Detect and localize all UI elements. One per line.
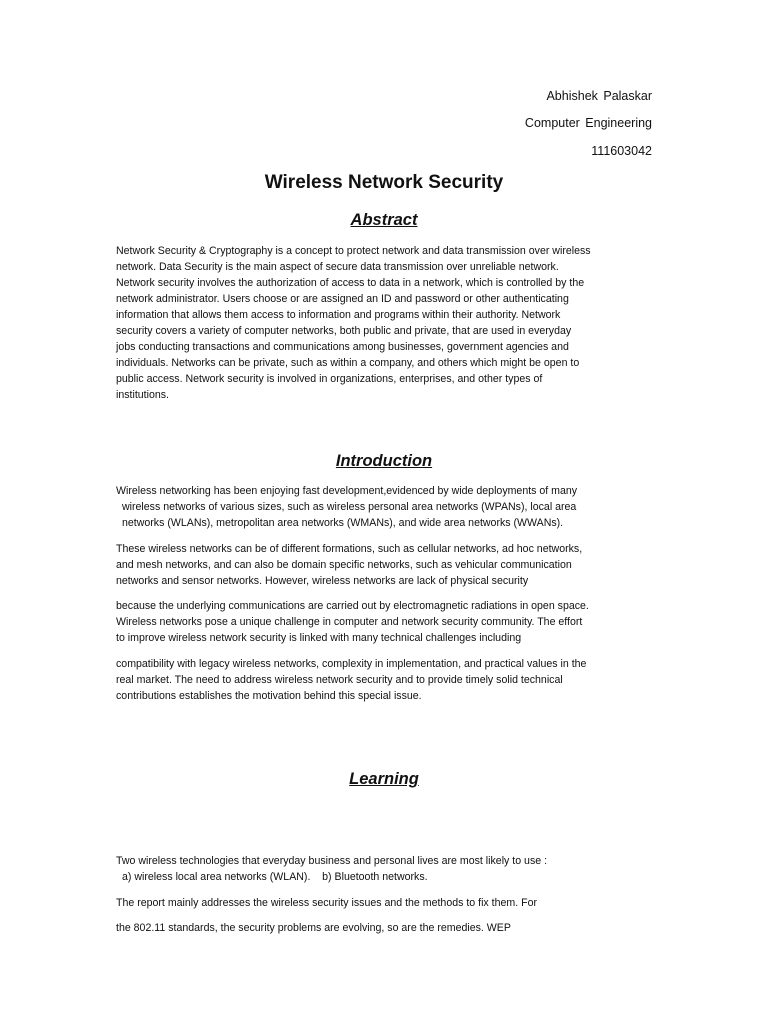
introduction-line: because the underlying communications are carried out by electromagnetic radiations in open space. [116, 600, 589, 612]
author-name: Abhishek Palaskar [546, 89, 652, 103]
abstract-line: public access. Network security is involved in organizations, enterprises, and other types of [116, 373, 543, 385]
introduction-line: Wireless networking has been enjoying fast development,evidenced by wide deployments of many [116, 485, 578, 497]
abstract-heading: Abstract [350, 211, 418, 229]
learning-heading: Learning [349, 770, 419, 788]
author-department: Computer Engineering [524, 116, 652, 130]
abstract-line: network. Data Security is the main aspect of secure data transmission over unreliable network. [116, 261, 559, 273]
introduction-heading: Introduction [335, 452, 433, 470]
introduction-line: networks and sensor networks. However, wireless networks are lack of physical security [116, 575, 529, 587]
introduction-paragraph-1 [116, 483, 656, 531]
introduction-line: contributions establishes the motivation behind this special issue. [116, 690, 422, 702]
learning-line: Two wireless technologies that everyday business and personal lives are most likely to use : [116, 855, 548, 867]
abstract-line: institutions. [116, 389, 169, 401]
abstract-line: Network Security & Cryptography is a concept to protect network and data transmission over wireless [116, 245, 591, 257]
introduction-line: These wireless networks can be of different formations, such as cellular networks, ad hoc networks, [116, 543, 583, 555]
abstract-line: network administrator. Users choose or are assigned an ID and password or other authenticating [116, 293, 569, 305]
abstract-line: security covers a variety of computer networks, both public and private, that are used in everyday [116, 325, 572, 337]
author-id: 111603042 [591, 144, 652, 158]
abstract-line: jobs conducting transactions and communications among businesses, government agencies and [116, 341, 569, 353]
introduction-line: to improve wireless network security is linked with many technical challenges including [116, 632, 522, 644]
learning-line: The report mainly addresses the wireless security issues and the methods to fix them. For [116, 897, 537, 909]
learning-paragraph-3 [116, 920, 656, 936]
learning-line: a) wireless local area networks (WLAN). b) Bluetooth networks. [122, 871, 428, 883]
learning-paragraph-2 [116, 895, 656, 911]
abstract-line: individuals. Networks can be private, such as within a company, and others which might be open to [116, 357, 580, 369]
document-title: Wireless Network Security [264, 172, 504, 193]
introduction-paragraph-4 [116, 656, 656, 704]
learning-line: the 802.11 standards, the security problems are evolving, so are the remedies. WEP [116, 922, 511, 934]
abstract-line: Network security involves the authorization of access to data in a network, which is controlled by the [116, 277, 585, 289]
introduction-line: networks (WLANs), metropolitan area networks (WMANs), and wide area networks (WWANs). [122, 517, 564, 529]
introduction-line: Wireless networks pose a unique challenge in computer and network security community. The effort [116, 616, 583, 628]
learning-paragraph-1 [116, 853, 656, 885]
introduction-paragraph-3 [116, 598, 656, 646]
introduction-line: and mesh networks, and can also be domain specific networks, such as vehicular communication [116, 559, 572, 571]
introduction-line: real market. The need to address wireless network security and to provide timely solid technical [116, 674, 563, 686]
introduction-paragraph-2 [116, 541, 656, 589]
introduction-line: compatibility with legacy wireless networks, complexity in implementation, and practical values in the [116, 658, 587, 670]
abstract-line: information that allows them access to information and programs within their authority. Network [116, 309, 561, 321]
introduction-line: wireless networks of various sizes, such as wireless personal area networks (WPANs), local area [122, 501, 577, 513]
abstract-paragraph [116, 243, 656, 403]
